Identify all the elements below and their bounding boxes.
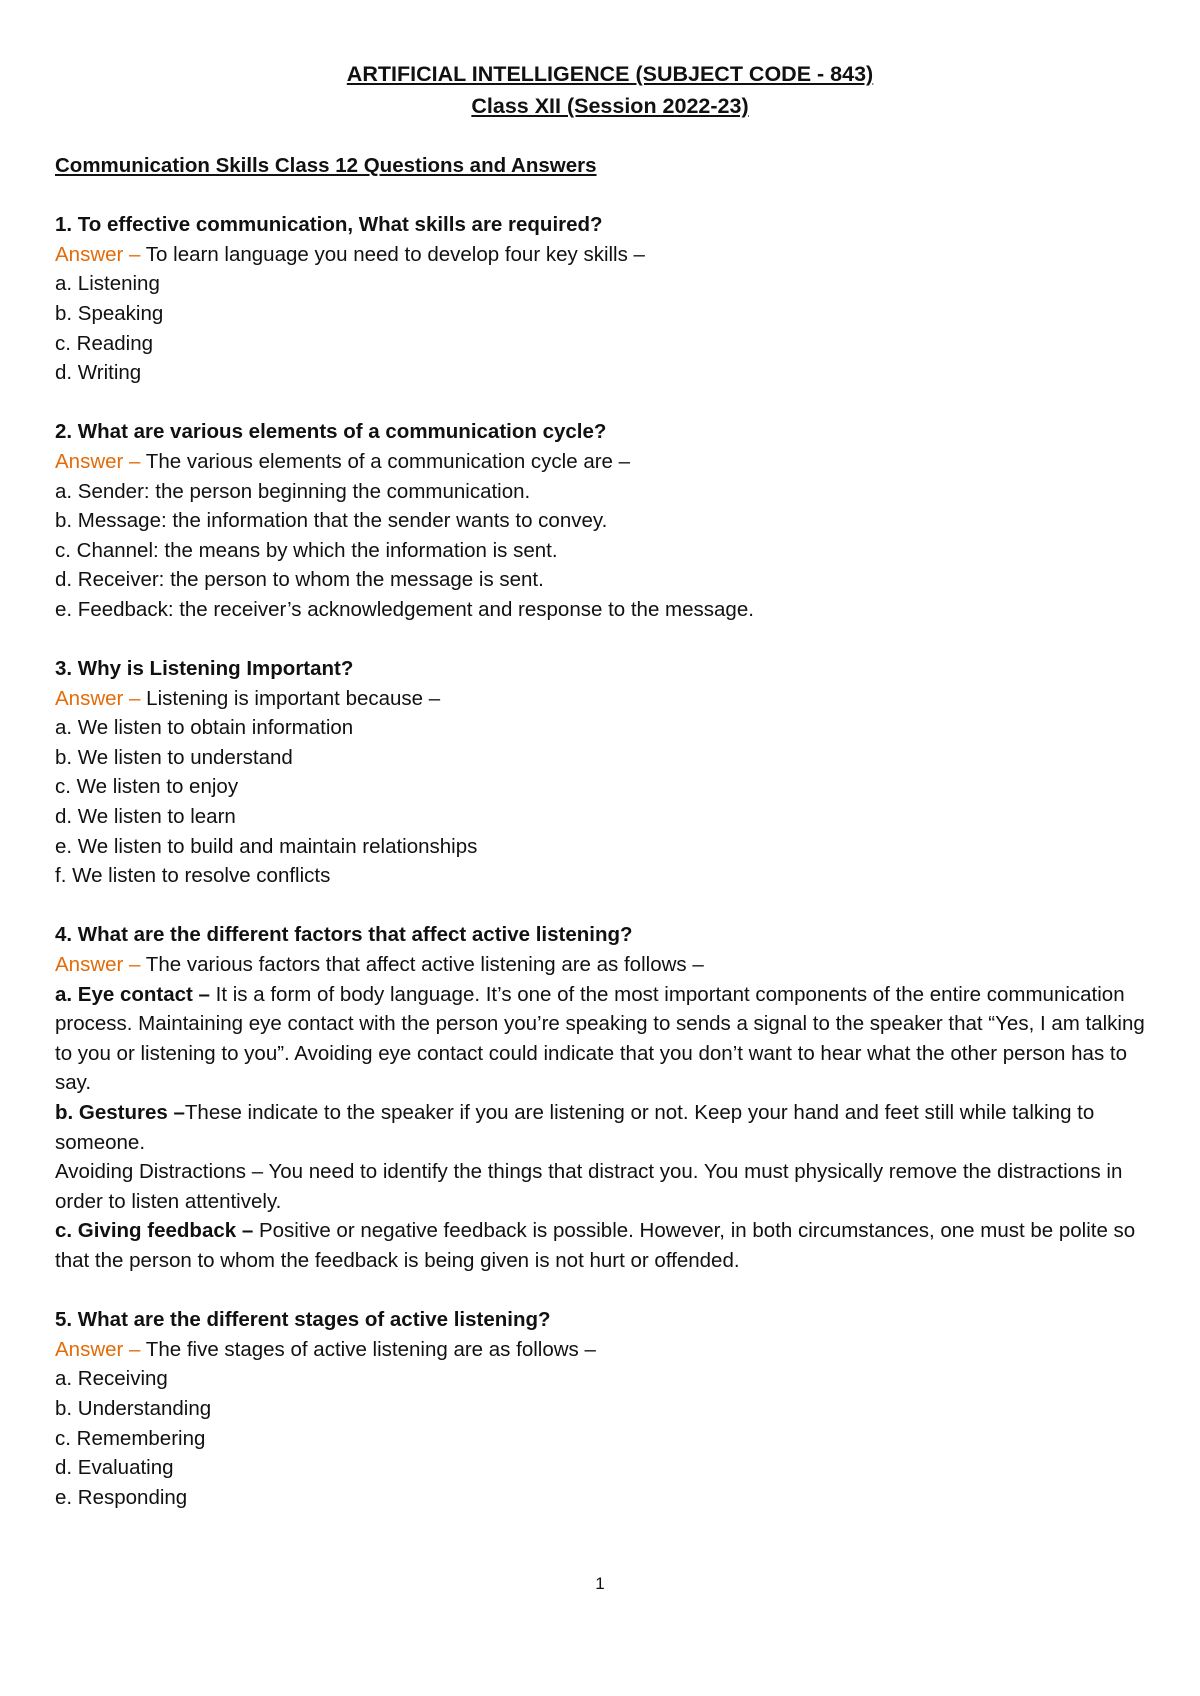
answer-label: Answer – <box>55 449 141 473</box>
list-item: a. Sender: the person beginning the communication. <box>55 479 531 503</box>
factor-label: c. Giving feedback – <box>55 1219 254 1243</box>
list-item: d. Receiver: the person to whom the message is sent. <box>55 568 544 592</box>
answer-text: The five stages of active listening are as follows – <box>140 1337 596 1361</box>
list-item: e. Feedback: the receiver’s acknowledgement and response to the message. <box>55 597 754 621</box>
question-4: 4. What are the different factors that affect active listening? <box>55 923 633 947</box>
list-item: d. Writing <box>55 361 142 385</box>
list-item: d. We listen to learn <box>55 805 236 829</box>
factor-eye-contact <box>55 980 1165 1098</box>
list-item: b. Understanding <box>55 1396 212 1420</box>
page-number: 1 <box>595 1574 605 1593</box>
list-item: d. Evaluating <box>55 1456 174 1480</box>
factor-feedback <box>55 1216 1165 1275</box>
factor-label: b. Gestures – <box>55 1101 185 1124</box>
answer-5 <box>55 1335 1165 1365</box>
list-item: b. Message: the information that the sender wants to convey. <box>55 509 608 533</box>
factor-distractions: Avoiding Distractions – You need to identify the things that distract you. You must physically remove the distractions in order to listen attentively. <box>55 1160 1123 1213</box>
list-item: c. We listen to enjoy <box>55 775 239 799</box>
answer-text: The various factors that affect active listening are as follows – <box>140 953 704 977</box>
question-5: 5. What are the different stages of active listening? <box>55 1308 551 1332</box>
answer-4 <box>55 950 1165 980</box>
question-2: 2. What are various elements of a communication cycle? <box>55 420 607 444</box>
qa-block-2 <box>55 417 1165 624</box>
document-page <box>55 58 1165 1512</box>
list-item: b. Speaking <box>55 301 164 325</box>
qa-block-1 <box>55 210 1165 388</box>
answer-text: To learn language you need to develop four key skills – <box>140 242 645 266</box>
answer-label: Answer – <box>55 242 141 266</box>
list-item: c. Channel: the means by which the information is sent. <box>55 538 558 562</box>
qa-block-3 <box>55 654 1165 891</box>
section-heading: Communication Skills Class 12 Questions and Answers <box>55 154 597 177</box>
list-item: f. We listen to resolve conflicts <box>55 864 331 888</box>
list-item: c. Reading <box>55 331 154 355</box>
answer-1 <box>55 240 1165 270</box>
list-item: a. Receiving <box>55 1367 168 1391</box>
qa-block-5 <box>55 1305 1165 1512</box>
answer-label: Answer – <box>55 1337 141 1361</box>
factor-text: It is a form of body language. It’s one of the most important components of the entire communication process. Maintaining eye contact with the person you’re speaking to sends a signal to the speaker that “Yes, I am talking to you or listening to you”. Avoiding eye contact could indicate that you don’t want to hear what the other person has to say. <box>55 982 1145 1095</box>
document-title: ARTIFICIAL INTELLIGENCE (SUBJECT CODE - 843) <box>346 62 874 86</box>
factor-text: These indicate to the speaker if you are listening or not. Keep your hand and feet still while talking to someone. <box>55 1101 1095 1154</box>
list-item: a. We listen to obtain information <box>55 716 354 740</box>
list-item: a. Listening <box>55 272 160 296</box>
document-subtitle: Class XII (Session 2022-23) <box>471 94 749 118</box>
answer-text: The various elements of a communication cycle are – <box>140 449 631 473</box>
answer-2 <box>55 447 1165 477</box>
answer-label: Answer – <box>55 686 141 710</box>
factor-label: a. Eye contact – <box>55 982 210 1006</box>
list-item: c. Remembering <box>55 1426 206 1450</box>
question-3: 3. Why is Listening Important? <box>55 657 354 681</box>
factor-text: Positive or negative feedback is possible. However, in both circumstances, one must be polite so that the person to whom the feedback is being given is not hurt or offended. <box>55 1219 1136 1272</box>
answer-text: Listening is important because – <box>140 686 441 710</box>
qa-block-4 <box>55 920 1165 1275</box>
list-item: e. We listen to build and maintain relationships <box>55 834 478 858</box>
answer-3 <box>55 684 1165 714</box>
question-1: 1. To effective communication, What skills are required? <box>55 213 603 237</box>
answer-label: Answer – <box>55 953 141 977</box>
factor-gestures <box>55 1098 1165 1157</box>
list-item: e. Responding <box>55 1485 188 1509</box>
list-item: b. We listen to understand <box>55 745 293 769</box>
